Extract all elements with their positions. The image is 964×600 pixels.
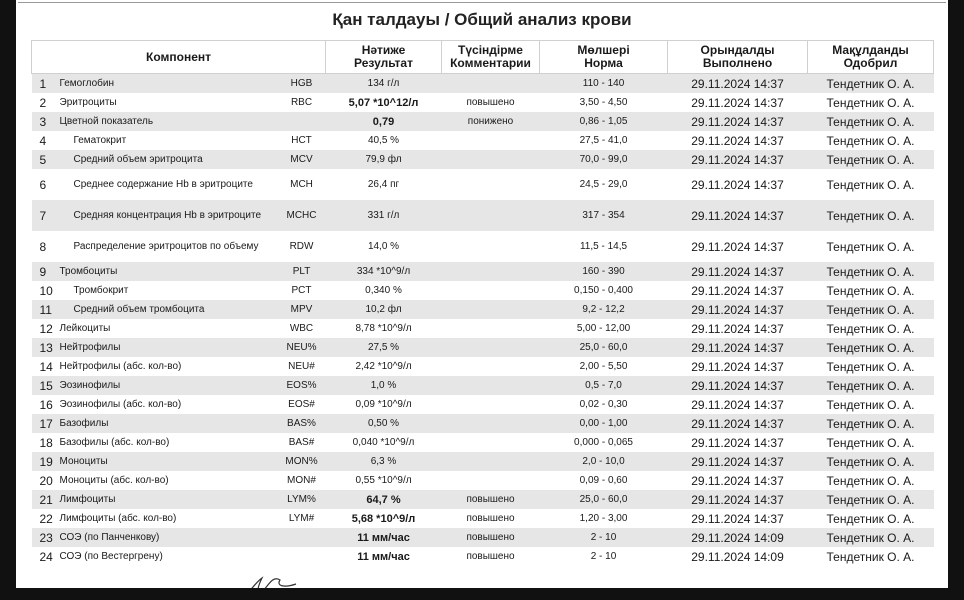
completed-date: 29.11.2024 14:37 [668,262,808,281]
result-value: 11 мм/час [326,528,442,547]
result-value: 0,55 *10^9/л [355,475,412,486]
result-value: 40,5 % [367,135,400,146]
norm-range: 317 - 354 [540,200,668,231]
result-value: 10,2 фл [326,300,442,319]
result-value: 331 г/л [326,200,442,231]
approved-by: Тендетник О. А. [808,490,934,509]
component-name: Среднее содержание Hb в эритроците [73,179,253,190]
table-row [32,74,934,94]
comment-text [442,231,540,262]
approved-by: Тендетник О. А. [826,177,915,192]
result-value: 5,68 *10^9/л [351,512,416,525]
approved-by: Тендетник О. А. [808,200,934,231]
component-name: Гематокрит [73,135,127,146]
component-code: WBC [289,323,314,334]
table-row [32,357,934,376]
component-name: Распределение эритроцитов по объему [73,241,259,252]
component-code [278,547,326,566]
table-row [32,281,934,300]
approved-by: Тендетник О. А. [808,338,934,357]
component-code: EOS# [288,399,315,410]
completed-date: 29.11.2024 14:37 [691,473,784,488]
row-number: 5 [32,150,58,169]
completed-date: 29.11.2024 14:37 [668,338,808,357]
top-divider [18,2,946,3]
approved-by: Тендетник О. А. [826,359,915,374]
table-row [32,395,934,414]
result-value: 27,5 % [326,338,442,357]
frame-right-edge [948,0,964,600]
completed-date: 29.11.2024 14:37 [691,95,784,110]
table-row [32,433,934,452]
norm-range: 1,20 - 3,00 [579,513,628,524]
component-name: Моноциты [58,452,278,471]
approved-by: Тендетник О. А. [826,95,915,110]
result-value: 26,4 пг [367,179,400,190]
norm-range: 70,0 - 99,0 [540,150,668,169]
component-code: EOS% [278,376,326,395]
comment-text: повышено [466,513,515,524]
component-code: BAS% [278,414,326,433]
row-number: 24 [39,549,53,564]
completed-date: 29.11.2024 14:37 [691,511,784,526]
comment-text: повышено [442,490,540,509]
norm-range: 2 - 10 [540,528,668,547]
component-code: MON# [287,475,316,486]
row-number: 16 [39,397,53,412]
comment-text [442,200,540,231]
result-value: 64,7 % [326,490,442,509]
row-number: 12 [39,321,53,336]
header-comment: Түсіндірме Комментарии [442,41,540,74]
approved-by: Тендетник О. А. [826,511,915,526]
component-name: Средняя концентрация Hb в эритроците [58,200,278,231]
table-row [32,452,934,471]
component-name: Эозинофилы [58,376,278,395]
table-row [32,150,934,169]
result-value: 79,9 фл [326,150,442,169]
table-row [32,200,934,231]
table-row [32,471,934,490]
table-row [32,547,934,566]
norm-range: 24,5 - 29,0 [579,179,628,190]
completed-date: 29.11.2024 14:37 [691,177,784,192]
approved-by: Тендетник О. А. [826,549,915,564]
approved-by: Тендетник О. А. [826,239,915,254]
table-row [32,131,934,150]
completed-date: 29.11.2024 14:37 [668,112,808,131]
component-name: СОЭ (по Вестергрену) [59,551,163,562]
approved-by: Тендетник О. А. [808,150,934,169]
table-row [32,93,934,112]
table-row [32,300,934,319]
approved-by: Тендетник О. А. [808,300,934,319]
component-name: Эритроциты [59,97,117,108]
comment-text [442,300,540,319]
component-name: СОЭ (по Панченкову) [58,528,278,547]
table-row [32,528,934,547]
result-value: 134 г/л [326,74,442,94]
comment-text [442,338,540,357]
row-number: 23 [32,528,58,547]
comment-text [442,262,540,281]
result-value: 8,78 *10^9/л [355,323,412,334]
norm-range: 110 - 140 [540,74,668,94]
norm-range: 2,00 - 5,50 [579,361,628,372]
completed-date: 29.11.2024 14:37 [691,283,784,298]
component-code: NEU# [288,361,315,372]
completed-date: 29.11.2024 14:37 [668,414,808,433]
approved-by: Тендетник О. А. [808,74,934,94]
component-name: Цветной показатель [58,112,278,131]
row-number: 15 [32,376,58,395]
completed-date: 29.11.2024 14:37 [691,321,784,336]
component-name: Лейкоциты [59,323,111,334]
completed-date: 29.11.2024 14:37 [691,239,784,254]
header-result: Нәтиже Результат [326,41,442,74]
header-done: Орындалды Выполнено [668,41,808,74]
component-code: HCT [291,135,312,146]
completed-date: 29.11.2024 14:37 [668,200,808,231]
norm-range: 0,000 - 0,065 [574,437,633,448]
result-value: 0,340 % [365,285,402,296]
norm-range: 2,0 - 10,0 [540,452,668,471]
component-code: MCHC [278,200,326,231]
comment-text [442,131,540,150]
result-value: 5,07 *10^12/л [348,96,419,109]
completed-date: 29.11.2024 14:37 [691,397,784,412]
result-value: 14,0 % [367,241,400,252]
table-row [32,169,934,200]
result-value: 0,040 *10^9/л [352,437,415,448]
approved-by: Тендетник О. А. [808,262,934,281]
comment-text: повышено [442,528,540,547]
component-code [278,112,326,131]
component-code: PCT [291,285,312,296]
table-row [32,414,934,433]
table-row [32,231,934,262]
norm-range: 0,00 - 1,00 [540,414,668,433]
comment-text [442,395,540,414]
component-code: MCV [278,150,326,169]
component-name: Тромбоциты [58,262,278,281]
comment-text [442,471,540,490]
component-code: MON% [278,452,326,471]
row-number: 3 [32,112,58,131]
approved-by: Тендетник О. А. [808,414,934,433]
completed-date: 29.11.2024 14:37 [691,359,784,374]
row-number: 9 [32,262,58,281]
component-name: Базофилы [58,414,278,433]
norm-range: 25,0 - 60,0 [540,338,668,357]
component-code: BAS# [288,437,315,448]
comment-text [442,281,540,300]
signature-mark [240,572,300,588]
row-number: 13 [32,338,58,357]
row-number: 4 [39,133,47,148]
comment-text [442,376,540,395]
row-number: 20 [39,473,53,488]
result-value: 0,50 % [326,414,442,433]
comment-text: понижено [442,112,540,131]
completed-date: 29.11.2024 14:09 [691,549,784,564]
comment-text [442,357,540,376]
component-code: RBC [290,97,313,108]
row-number: 7 [32,200,58,231]
result-value: 1,0 % [326,376,442,395]
component-name: Лимфоциты (абс. кол-во) [59,513,177,524]
comment-text: повышено [466,97,515,108]
row-number: 22 [39,511,53,526]
result-value: 2,42 *10^9/л [355,361,412,372]
approved-by: Тендетник О. А. [808,112,934,131]
table-row [32,112,934,131]
table-row [32,338,934,357]
norm-range: 27,5 - 41,0 [579,135,628,146]
comment-text [442,74,540,94]
row-number: 10 [39,283,53,298]
result-value: 0,79 [326,112,442,131]
row-number: 17 [32,414,58,433]
completed-date: 29.11.2024 14:37 [668,452,808,471]
table-row [32,262,934,281]
comment-text [442,319,540,338]
comment-text [442,150,540,169]
component-code: PLT [278,262,326,281]
component-name: Моноциты (абс. кол-во) [59,475,169,486]
result-value: 11 мм/час [357,550,410,563]
row-number: 1 [32,74,58,94]
row-number: 2 [39,95,47,110]
norm-range: 3,50 - 4,50 [579,97,628,108]
approved-by: Тендетник О. А. [826,133,915,148]
norm-range: 5,00 - 12,00 [576,323,631,334]
table-row [32,319,934,338]
approved-by: Тендетник О. А. [808,528,934,547]
completed-date: 29.11.2024 14:37 [691,133,784,148]
header-component: Компонент [32,41,326,74]
norm-range: 0,86 - 1,05 [540,112,668,131]
completed-date: 29.11.2024 14:37 [668,150,808,169]
component-code: LYM% [278,490,326,509]
approved-by: Тендетник О. А. [826,397,915,412]
approved-by: Тендетник О. А. [826,435,915,450]
approved-by: Тендетник О. А. [826,321,915,336]
result-value: 334 *10^9/л [326,262,442,281]
row-number: 11 [32,300,58,319]
component-code: HGB [278,74,326,94]
component-code: RDW [289,241,314,252]
component-name: Нейтрофилы (абс. кол-во) [59,361,182,372]
completed-date: 29.11.2024 14:37 [668,300,808,319]
completed-date: 29.11.2024 14:37 [691,435,784,450]
lab-report-sheet [18,0,946,588]
component-name: Лимфоциты [58,490,278,509]
frame-left-edge [0,0,16,600]
row-number: 19 [32,452,58,471]
row-number: 14 [39,359,53,374]
norm-range: 11,5 - 14,5 [579,241,628,252]
frame-bottom-edge [0,588,964,600]
norm-range: 160 - 390 [540,262,668,281]
table-row [32,490,934,509]
component-name: Тромбокрит [73,285,129,296]
component-name: Эозинофилы (абс. кол-во) [59,399,182,410]
comment-text [442,433,540,452]
component-code [278,528,326,547]
norm-range: 25,0 - 60,0 [540,490,668,509]
result-value: 6,3 % [326,452,442,471]
comment-text [442,452,540,471]
component-name: Базофилы (абс. кол-во) [59,437,170,448]
result-value: 0,09 *10^9/л [355,399,412,410]
completed-date: 29.11.2024 14:37 [668,74,808,94]
norm-range: 0,02 - 0,30 [579,399,628,410]
component-name: Гемоглобин [58,74,278,94]
component-code: MPV [278,300,326,319]
norm-range: 9,2 - 12,2 [540,300,668,319]
norm-range: 2 - 10 [590,551,617,562]
completed-date: 29.11.2024 14:37 [668,376,808,395]
table-row [32,376,934,395]
approved-by: Тендетник О. А. [808,376,934,395]
norm-range: 0,09 - 0,60 [579,475,628,486]
approved-by: Тендетник О. А. [826,283,915,298]
norm-range: 0,5 - 7,0 [540,376,668,395]
header-approved: Мақұлданды Одобрил [808,41,934,74]
row-number: 21 [32,490,58,509]
results-table [31,40,934,566]
completed-date: 29.11.2024 14:37 [668,490,808,509]
approved-by: Тендетник О. А. [826,473,915,488]
component-code: MCH [290,179,313,190]
row-number: 6 [39,177,47,192]
report-title: Қан талдауы / Общий анализ крови [332,10,632,29]
component-code: NEU% [278,338,326,357]
norm-range: 0,150 - 0,400 [574,285,633,296]
comment-text [442,169,540,200]
header-norm: Мөлшері Норма [540,41,668,74]
comment-text [442,414,540,433]
row-number: 18 [39,435,53,450]
component-name: Средний объем тромбоцита [58,300,278,319]
header-row [32,41,934,74]
comment-text: повышено [466,551,515,562]
component-name: Средний объем эритроцита [58,150,278,169]
component-name: Нейтрофилы [58,338,278,357]
approved-by: Тендетник О. А. [808,452,934,471]
completed-date: 29.11.2024 14:09 [668,528,808,547]
row-number: 8 [39,239,47,254]
component-code: LYM# [288,513,315,524]
table-row [32,509,934,528]
